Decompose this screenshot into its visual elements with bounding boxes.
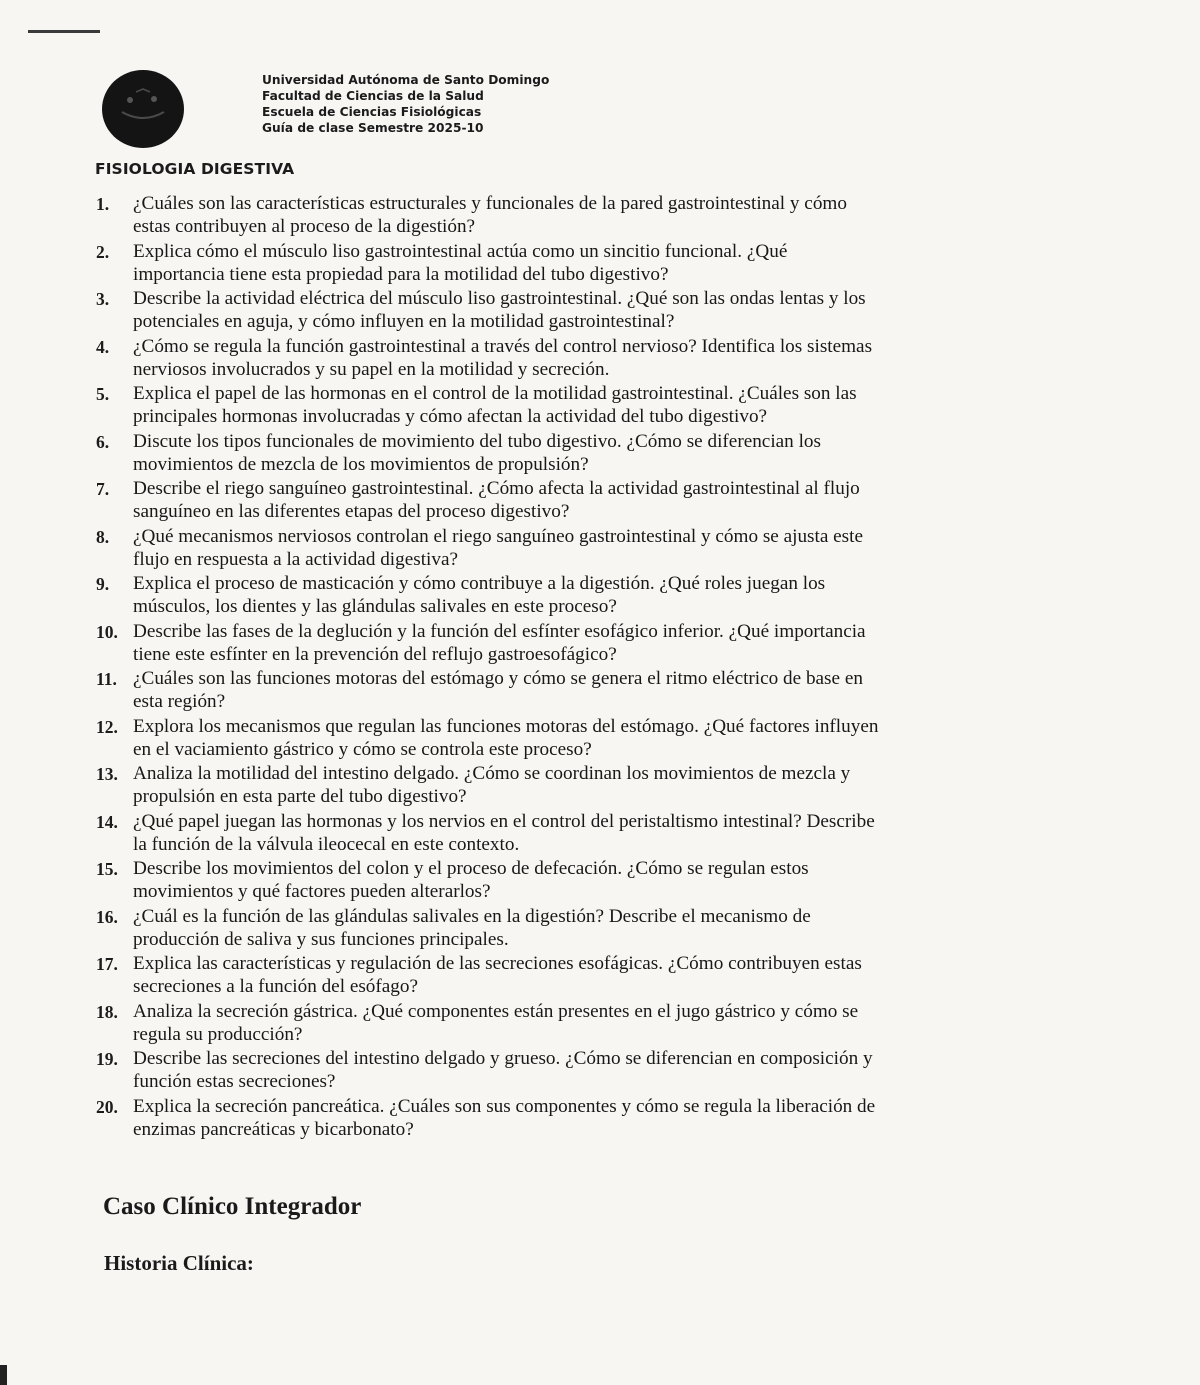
question-item	[96, 810, 1156, 858]
question-line: producción de saliva y sus funciones principales.	[133, 928, 509, 950]
question-line: ¿Cuál es la función de las glándulas salivales en la digestión? Describe el mecanismo de	[133, 905, 811, 927]
institution-school: Escuela de Ciencias Fisiológicas	[262, 105, 482, 119]
question-line: la función de la válvula ileocecal en este contexto.	[133, 833, 520, 855]
question-number: 10.	[96, 621, 118, 642]
question-text	[133, 1047, 873, 1093]
question-line: Analiza la motilidad del intestino delgado. ¿Cómo se coordinan los movimientos de mezcla y	[133, 763, 851, 784]
question-text	[133, 857, 809, 903]
question-line: Describe las fases de la deglución y la función del esfínter esofágico inferior. ¿Qué importancia	[133, 620, 866, 642]
question-line: Explica la secreción pancreática. ¿Cuáles son sus componentes y cómo se regula la liberación de	[133, 1095, 876, 1117]
question-number: 11.	[96, 669, 117, 689]
question-text	[133, 572, 825, 618]
question-item	[96, 1095, 1156, 1143]
question-line: tiene este esfínter en la prevención del reflujo gastroesofágico?	[133, 643, 617, 665]
section-title: FISIOLOGIA DIGESTIVA	[95, 160, 295, 178]
question-text	[133, 525, 863, 571]
question-item	[96, 857, 1156, 905]
question-line: potenciales en aguja, y cómo influyen en la motilidad gastrointestinal?	[133, 311, 675, 332]
question-line: ¿Cuáles son las funciones motoras del estómago y cómo se genera el ritmo eléctrico de base en	[133, 668, 863, 689]
corner-mark	[0, 1365, 7, 1385]
institution-semester: Guía de clase Semestre 2025-10	[262, 121, 484, 135]
question-line: Explica el papel de las hormonas en el control de la motilidad gastrointestinal. ¿Cuáles son las	[133, 383, 857, 404]
question-number: 20.	[96, 1096, 118, 1117]
question-text	[133, 382, 857, 428]
question-line: enzimas pancreáticas y bicarbonato?	[133, 1118, 414, 1140]
question-list	[96, 192, 1156, 1142]
question-item	[96, 952, 1156, 1000]
question-line: importancia tiene esta propiedad para la motilidad del tubo digestivo?	[133, 263, 669, 285]
question-item	[96, 667, 1156, 715]
question-item	[96, 762, 1156, 810]
question-number: 12.	[96, 716, 118, 737]
question-line: flujo en respuesta a la actividad digestiva?	[133, 548, 458, 570]
question-line: Describe el riego sanguíneo gastrointestinal. ¿Cómo afecta la actividad gastrointestinal al flujo	[133, 478, 860, 499]
question-item	[96, 382, 1156, 430]
question-item	[96, 715, 1156, 763]
question-number: 6.	[96, 431, 110, 452]
question-number: 15.	[96, 859, 118, 879]
question-line: en el vaciamiento gástrico y cómo se controla este proceso?	[133, 738, 592, 760]
university-seal-logo	[102, 70, 184, 148]
question-number: 17.	[96, 954, 118, 974]
question-item	[96, 430, 1156, 478]
question-number: 4.	[96, 336, 110, 357]
question-line: músculos, los dientes y las glándulas salivales en este proceso?	[133, 596, 617, 617]
question-number: 5.	[96, 384, 110, 404]
question-item	[96, 905, 1156, 953]
question-line: movimientos de mezcla de los movimientos de propulsión?	[133, 453, 589, 475]
question-text	[133, 620, 866, 666]
question-number: 14.	[96, 811, 118, 832]
document-header	[102, 70, 549, 148]
top-rule-line	[28, 30, 100, 33]
question-line: ¿Cuáles son las características estructurales y funcionales de la pared gastrointestinal y cómo	[133, 193, 847, 214]
question-number: 13.	[96, 764, 118, 784]
question-line: Discute los tipos funcionales de movimiento del tubo digestivo. ¿Cómo se diferencian los	[133, 430, 821, 452]
question-text	[133, 287, 866, 333]
question-item	[96, 1000, 1156, 1048]
question-item	[96, 1047, 1156, 1095]
history-label: Historia Clínica:	[104, 1251, 254, 1275]
question-item	[96, 192, 1156, 240]
question-line: secreciones a la función del esófago?	[133, 976, 419, 997]
question-item	[96, 287, 1156, 335]
question-line: función estas secreciones?	[133, 1071, 336, 1092]
question-line: Explica las características y regulación de las secreciones esofágicas. ¿Cómo contribuyen estas	[133, 953, 862, 974]
question-line: Analiza la secreción gástrica. ¿Qué componentes están presentes en el jugo gástrico y cómo se	[133, 1000, 859, 1022]
question-line: Explora los mecanismos que regulan las funciones motoras del estómago. ¿Qué factores influyen	[133, 715, 879, 737]
question-number: 8.	[96, 526, 110, 547]
question-text	[133, 667, 863, 713]
question-line: ¿Qué papel juegan las hormonas y los nervios en el control del peristaltismo intestinal? Describe	[133, 810, 875, 832]
question-number: 19.	[96, 1049, 118, 1069]
question-item	[96, 240, 1156, 288]
question-line: Explica el proceso de masticación y cómo contribuye a la digestión. ¿Qué roles juegan los	[133, 573, 826, 594]
question-line: Describe los movimientos del colon y el proceso de defecación. ¿Cómo se regulan estos	[133, 858, 809, 879]
question-text	[133, 477, 860, 523]
question-item	[96, 572, 1156, 620]
question-text	[133, 810, 875, 856]
question-number: 9.	[96, 574, 110, 594]
question-line: sanguíneo en las diferentes etapas del proceso digestivo?	[133, 501, 570, 522]
institution-faculty: Facultad de Ciencias de la Salud	[262, 89, 484, 103]
question-number: 2.	[96, 241, 110, 262]
question-text	[133, 430, 821, 476]
question-line: estas contribuyen al proceso de la digestión?	[133, 216, 476, 237]
question-number: 3.	[96, 289, 110, 309]
question-line: Explica cómo el músculo liso gastrointestinal actúa como un sincitio funcional. ¿Qué	[133, 240, 788, 262]
question-text	[133, 1000, 858, 1046]
question-item	[96, 335, 1156, 383]
institution-university: Universidad Autónoma de Santo Domingo	[262, 73, 550, 87]
question-line: movimientos y qué factores pueden alterarlos?	[133, 881, 491, 902]
question-number: 18.	[96, 1001, 118, 1022]
question-number: 1.	[96, 194, 110, 214]
question-line: ¿Qué mecanismos nerviosos controlan el riego sanguíneo gastrointestinal y cómo se ajusta este	[133, 525, 863, 547]
question-item	[96, 525, 1156, 573]
question-line: esta región?	[133, 691, 226, 712]
question-text	[133, 240, 787, 286]
question-line: ¿Cómo se regula la función gastrointestinal a través del control nervioso? Identifica los sistemas	[133, 335, 873, 357]
question-text	[133, 192, 847, 238]
seal-emblem-icon	[116, 88, 170, 128]
question-line: regula su producción?	[133, 1023, 303, 1045]
question-text	[133, 1095, 875, 1141]
question-number: 7.	[96, 479, 110, 499]
question-line: Describe la actividad eléctrica del músculo liso gastrointestinal. ¿Qué son las ondas lentas y los	[133, 288, 866, 309]
question-text	[133, 335, 872, 381]
question-text	[133, 762, 850, 808]
question-line: propulsión en esta parte del tubo digestivo?	[133, 786, 467, 807]
case-title: Caso Clínico Integrador	[103, 1193, 362, 1220]
question-text	[133, 715, 878, 761]
question-text	[133, 952, 862, 998]
question-line: Describe las secreciones del intestino delgado y grueso. ¿Cómo se diferencian en composición y	[133, 1048, 873, 1069]
institution-block	[262, 72, 549, 136]
question-item	[96, 477, 1156, 525]
question-number: 16.	[96, 906, 118, 927]
question-text	[133, 905, 811, 951]
question-item	[96, 620, 1156, 668]
question-line: nerviosos involucrados y su papel en la motilidad y secreción.	[133, 358, 610, 380]
question-line: principales hormonas involucradas y cómo afectan la actividad del tubo digestivo?	[133, 406, 768, 427]
